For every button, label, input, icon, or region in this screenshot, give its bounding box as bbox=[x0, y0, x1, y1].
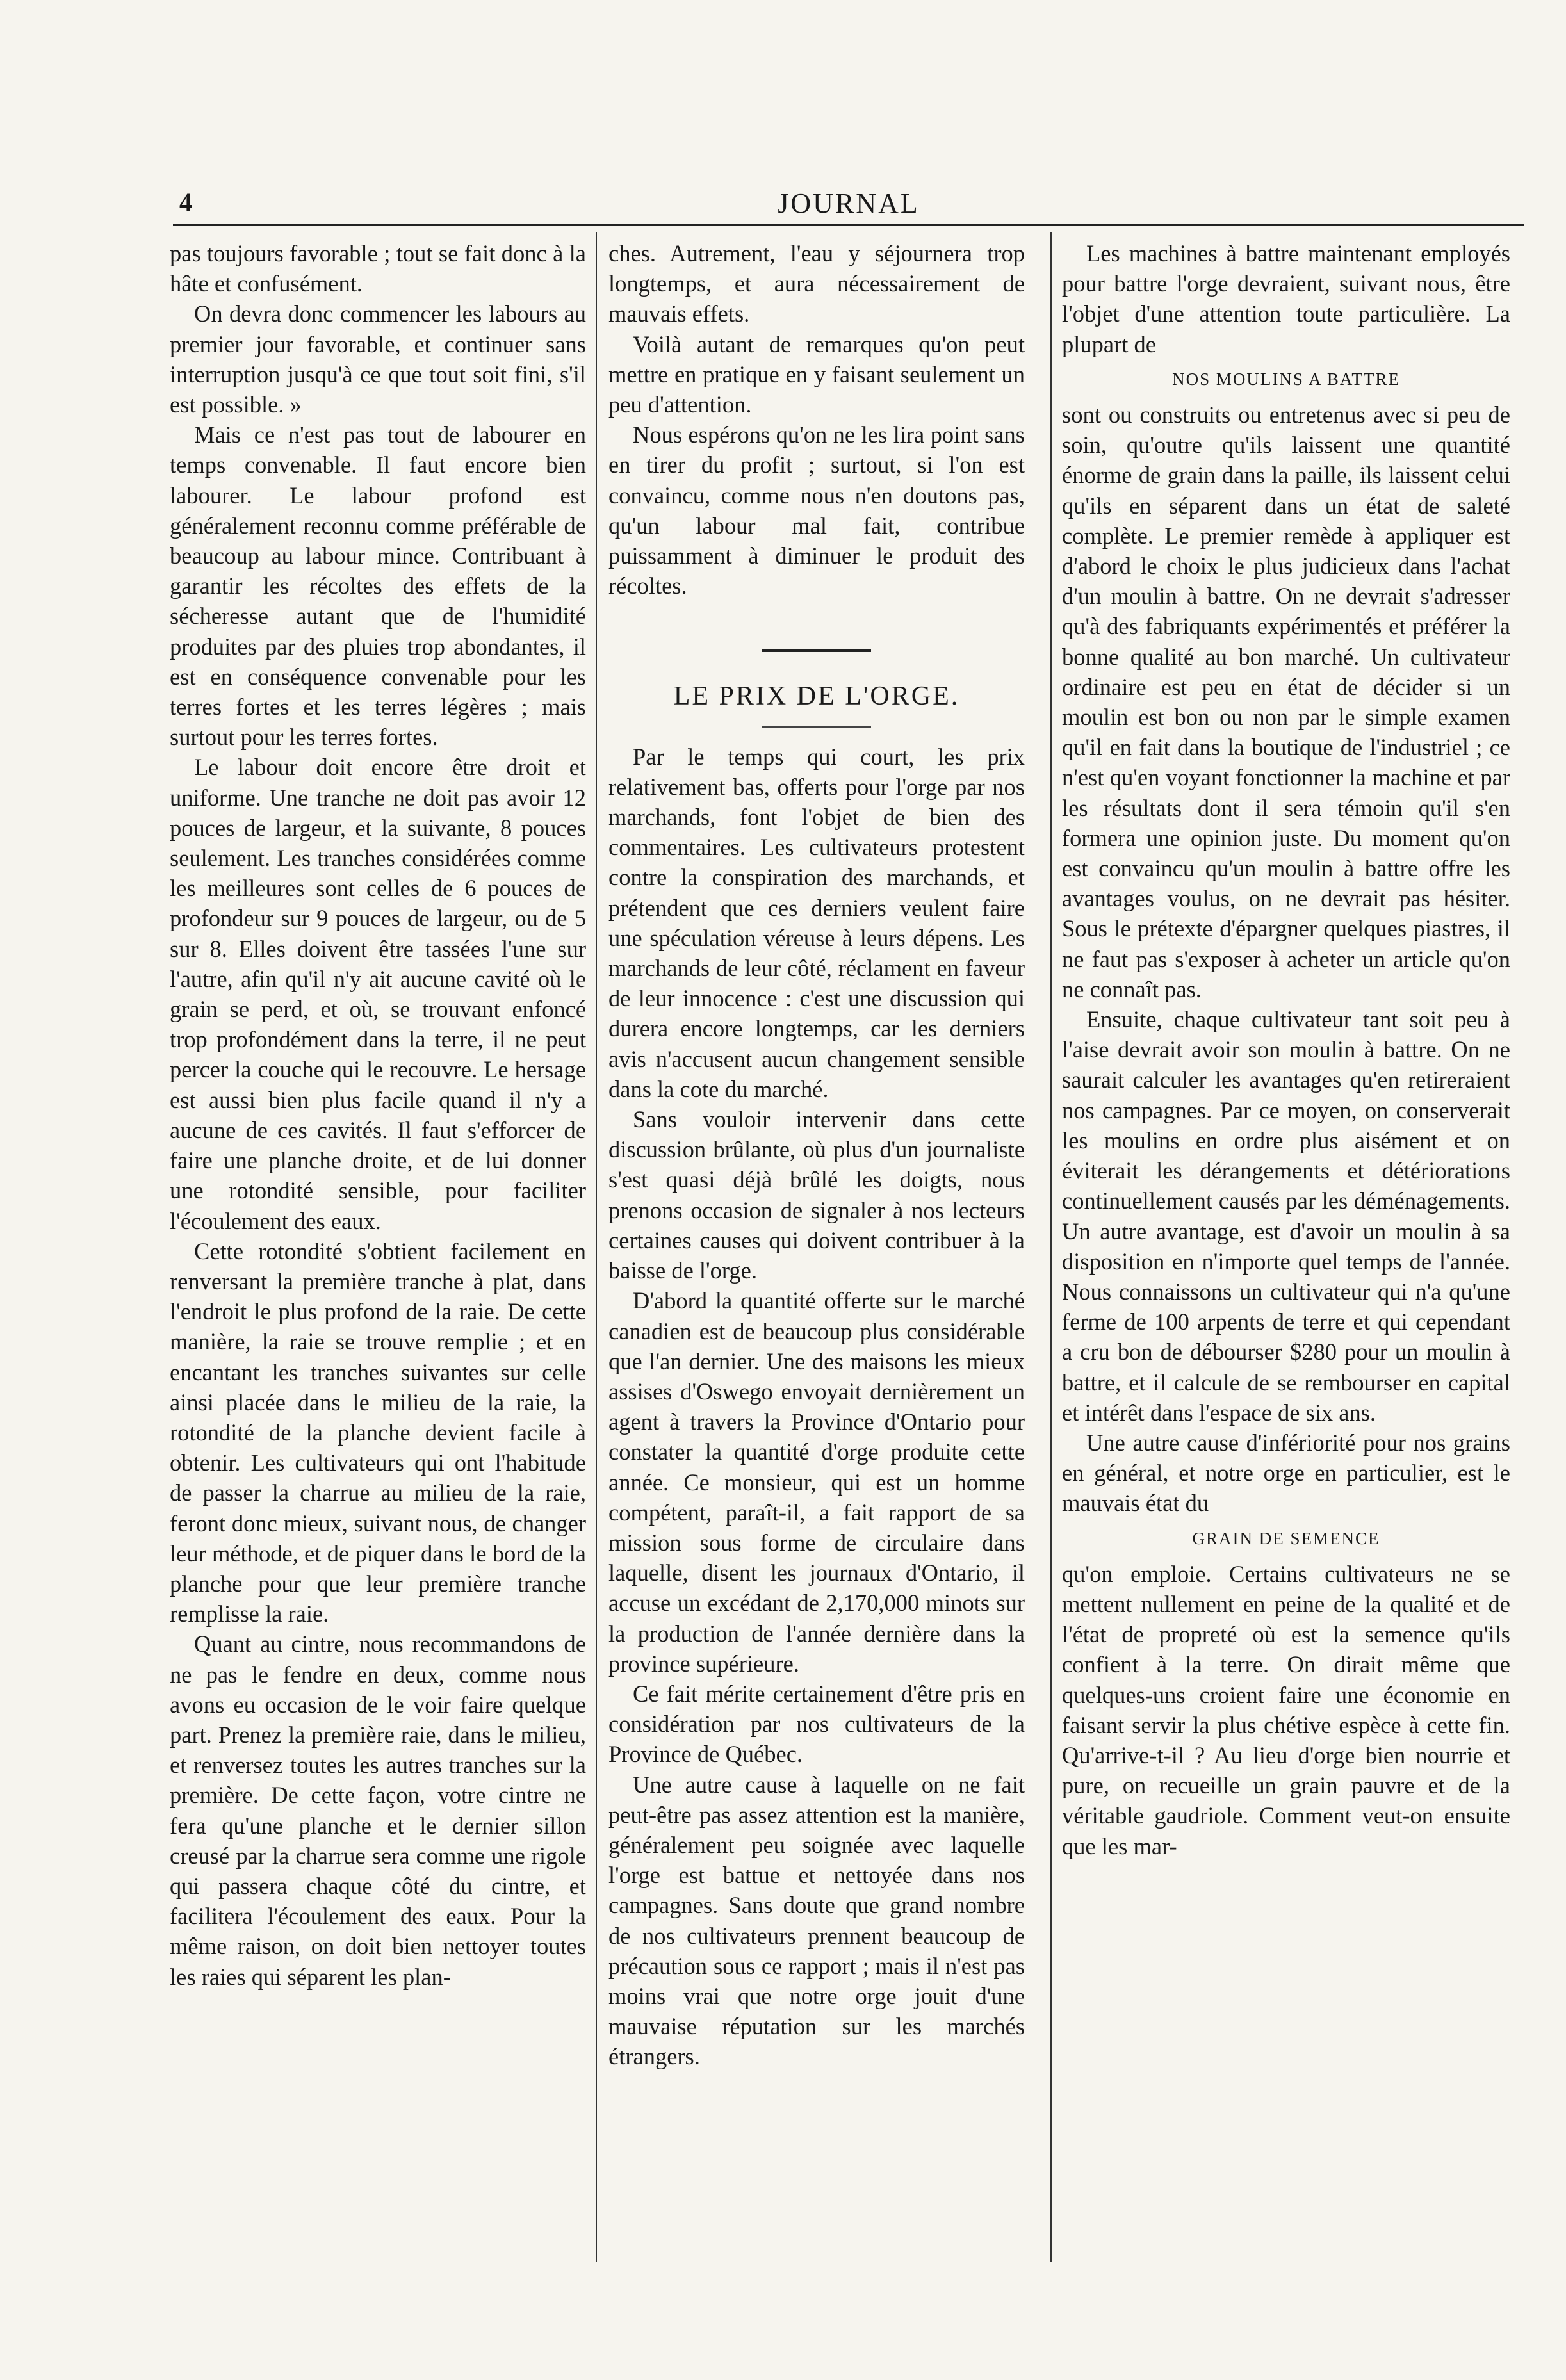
paragraph: Par le temps qui court, les prix relativement bas, offerts pour l'orge par nos marchands, font l'objet de bien des commentaires. Les cultivateurs protestent contre la conspiration des marchands, et prétendent que ces derniers veulent faire une spéculation véreuse à leurs dépens. Les marchands de leur côté, réclament en faveur de leur innocence : c'est une discussion qui durera encore longtemps, car les derniers avis n'accusent aucun changement sensible dans la cote du marché. bbox=[608, 743, 1025, 1102]
paragraph: Les machines à battre maintenant employés pour battre l'orge devraient, suivant nous, être l'objet d'une attention toute particulière. La plupart de bbox=[1062, 240, 1510, 357]
paragraph: Le labour doit encore être droit et uniforme. Une tranche ne doit pas avoir 12 pouces de largeur, et la suivante, 8 pouces seulement. Les tranches considérées comme les meilleures sont celles de 6 pouces de profondeur sur 9 pouces de largeur, ou de 5 sur 8. Elles doivent être tassées l'une sur l'autre, afin qu'il n'y ait aucune cavité où le grain se perd, et où, se trouvant enfoncé trop profondément dans la terre, il ne peut percer la couche qui le recouvre. Le hersage est aussi bien plus facile quand il n'y a aucune de ces cavités. Il faut s'efforcer de faire une planche droite, et de lui donner une rotondité sensible, pour faciliter l'écoulement des eaux. bbox=[170, 754, 586, 1234]
section-title: LE PRIX DE L'ORGE. bbox=[673, 681, 960, 712]
journal-title: JOURNAL bbox=[778, 188, 920, 219]
paragraph: Ensuite, chaque cultivateur tant soit peu à l'aise devrait avoir son moulin à battre. On ne saurait calculer les avantages qu'en retireraient nos campagnes. Par ce moyen, on conserverait les moulins en ordre plus aisément et on éviterait les dérangements et détériorations continuellement causés par les déménagements. Un autre avantage, est d'avoir un moulin à sa disposition en n'importe quel temps de l'année. Nous connaissons un cultivateur qui n'a qu'une ferme de 100 arpents de terre et qui cependant a cru bon de débourser $280 pour un moulin à battre, et il calcule de se rembourser en capital et intérêt dans l'espace de six ans. bbox=[1062, 1006, 1510, 1426]
paragraph: D'abord la quantité offerte sur le marché canadien est de beaucoup plus considérable que l'an dernier. Une des maisons les mieux assises d'Oswego envoyait dernièrement un agent à travers la Province d'Ontario pour constater la quantité d'orge produite cette année. Ce monsieur, qui est un homme compétent, paraît-il, a fait rapport de sa mission sous forme de circulaire dans laquelle, disent les journaux d'Ontario, il accuse un excédant de 2,170,000 minots sur la production de l'année dernière dans la province supérieure. bbox=[608, 1287, 1025, 1677]
paragraph: Voilà autant de remarques qu'on peut mettre en pratique en y faisant seulement un peu d'attention. bbox=[608, 330, 1025, 418]
subheading: GRAIN DE SEMENCE bbox=[1192, 1528, 1380, 1548]
page-header bbox=[173, 187, 1524, 219]
section-separator bbox=[762, 649, 871, 652]
column-divider bbox=[596, 232, 597, 2262]
paragraph: qu'on emploie. Certains cultivateurs ne se mettent nullement en peine de la qualité et de l'état de propreté où est la semence qu'ils confient à la terre. On dirait même que quelques-uns croient faire une économie en faisant servir la plus chétive espèce à cette fin. Qu'arrive-t-il ? Au lieu d'orge bien nourrie et pure, on recueille un grain pauvre et de la véritable gaudriole. Comment veut-on ensuite que les mar- bbox=[1062, 1560, 1510, 1859]
paragraph: Ce fait mérite certainement d'être pris en considération par nos cultivateurs de la Province de Québec. bbox=[608, 1680, 1025, 1768]
paragraph: sont ou construits ou entretenus avec si peu de soin, qu'outre qu'ils laissent une quantité énorme de grain dans la paille, ils laissent celui qu'ils en séparent dans un état de saleté complète. Le premier remède à appliquer est d'abord le choix le plus judicieux dans l'achat d'un moulin à battre. On ne devrait s'adresser qu'à des fabriquants expérimentés et préférer la bonne qualité au bon marché. Un cultivateur ordinaire est peu en état de décider si un moulin est bon ou non par le simple examen qu'il en fait dans la boutique de l'industriel ; ce n'est qu'en voyant fonctionner la machine et par les résultats dont il sera témoin qu'il s'en formera une opinion juste. Du moment qu'on est convaincu qu'un moulin à battre offre les avantages voulus, on ne devrait pas hésiter. Sous le prétexte d'épargner quelques piastres, il ne faut pas s'exposer à acheter un article qu'on ne connaît pas. bbox=[1062, 402, 1510, 1002]
paragraph: Une autre cause d'infériorité pour nos grains en général, et notre orge en particulier, est le mauvais état du bbox=[1062, 1429, 1510, 1517]
paragraph: Quant au cintre, nous recommandons de ne pas le fendre en deux, comme nous avons eu occasion de le voir faire quelque part. Prenez la première raie, dans le milieu, et renversez toutes les autres tranches sur la première. De cette façon, votre cintre ne fera qu'une planche et le dernier sillon creusé par la charrue sera comme une rigole qui passera chaque côté du cintre, et facilitera l'écoulement des eaux. Pour la même raison, on doit bien nettoyer toutes les raies qui séparent les plan- bbox=[170, 1631, 586, 1990]
paragraph: ches. Autrement, l'eau y séjournera trop longtemps, et aura nécessairement de mauvais effets. bbox=[608, 240, 1025, 327]
paragraph: Mais ce n'est pas tout de labourer en temps convenable. Il faut encore bien labourer. Le labour profond est généralement reconnu comme préférable de beaucoup au labour mince. Contribuant à garantir les récoltes des effets de la sécheresse autant que de l'humidité produites par des pluies trop abondantes, il est en conséquence convenable pour les terres fortes et les terres légères ; mais surtout pour les terres fortes. bbox=[170, 421, 586, 751]
column-3 bbox=[1062, 238, 1510, 1861]
paragraph: Cette rotondité s'obtient facilement en renversant la première tranche à plat, dans l'endroit le plus profond de la raie. De cette manière, la raie se trouve remplie ; et en encantant les tranches suivantes sur celle ainsi placée dans le milieu de la raie, la rotondité de la planche devient facile à obtenir. Les cultivateurs qui ont l'habitude de passer la charrue au milieu de la raie, feront donc mieux, suivant nous, de changer leur méthode, et de piquer dans le bord de la planche pour que leur première tranche remplisse la raie. bbox=[170, 1237, 586, 1627]
column-divider bbox=[1050, 232, 1052, 2262]
paragraph: On devra donc commencer les labours au premier jour favorable, et continuer sans interruption jusqu'à ce que tout soit fini, s'il est possible. » bbox=[170, 300, 586, 418]
column-2 bbox=[608, 238, 1025, 2072]
page-number: 4 bbox=[179, 188, 192, 216]
subheading: NOS MOULINS A BATTRE bbox=[1172, 369, 1400, 389]
header-rule bbox=[173, 224, 1524, 226]
paragraph: Une autre cause à laquelle on ne fait peut-être pas assez attention est la manière, généralement peu soignée avec laquelle l'orge est battue et nettoyée dans nos campagnes. Sans doute que grand nombre de nos cultivateurs prennent beaucoup de précaution sous ce rapport ; mais il n'est pas moins vrai que notre orge jouit d'une mauvaise réputation sur les marchés étrangers. bbox=[608, 1771, 1025, 2070]
paragraph: pas toujours favorable ; tout se fait donc à la hâte et confusément. bbox=[170, 240, 586, 297]
paragraph: Sans vouloir intervenir dans cette discussion brûlante, où plus d'un journaliste s'est quasi déjà brûlé les doigts, nous prenons occasion de signaler à nos lecteurs certaines causes qui doivent contribuer à la baisse de l'orge. bbox=[608, 1106, 1025, 1284]
title-underline bbox=[762, 726, 871, 728]
column-1 bbox=[170, 238, 586, 1992]
paragraph: Nous espérons qu'on ne les lira point sans en tirer du profit ; surtout, si l'on est convaincu, comme nous n'en doutons pas, qu'un labour mal fait, contribue puissamment à diminuer le produit des récoltes. bbox=[608, 421, 1025, 599]
